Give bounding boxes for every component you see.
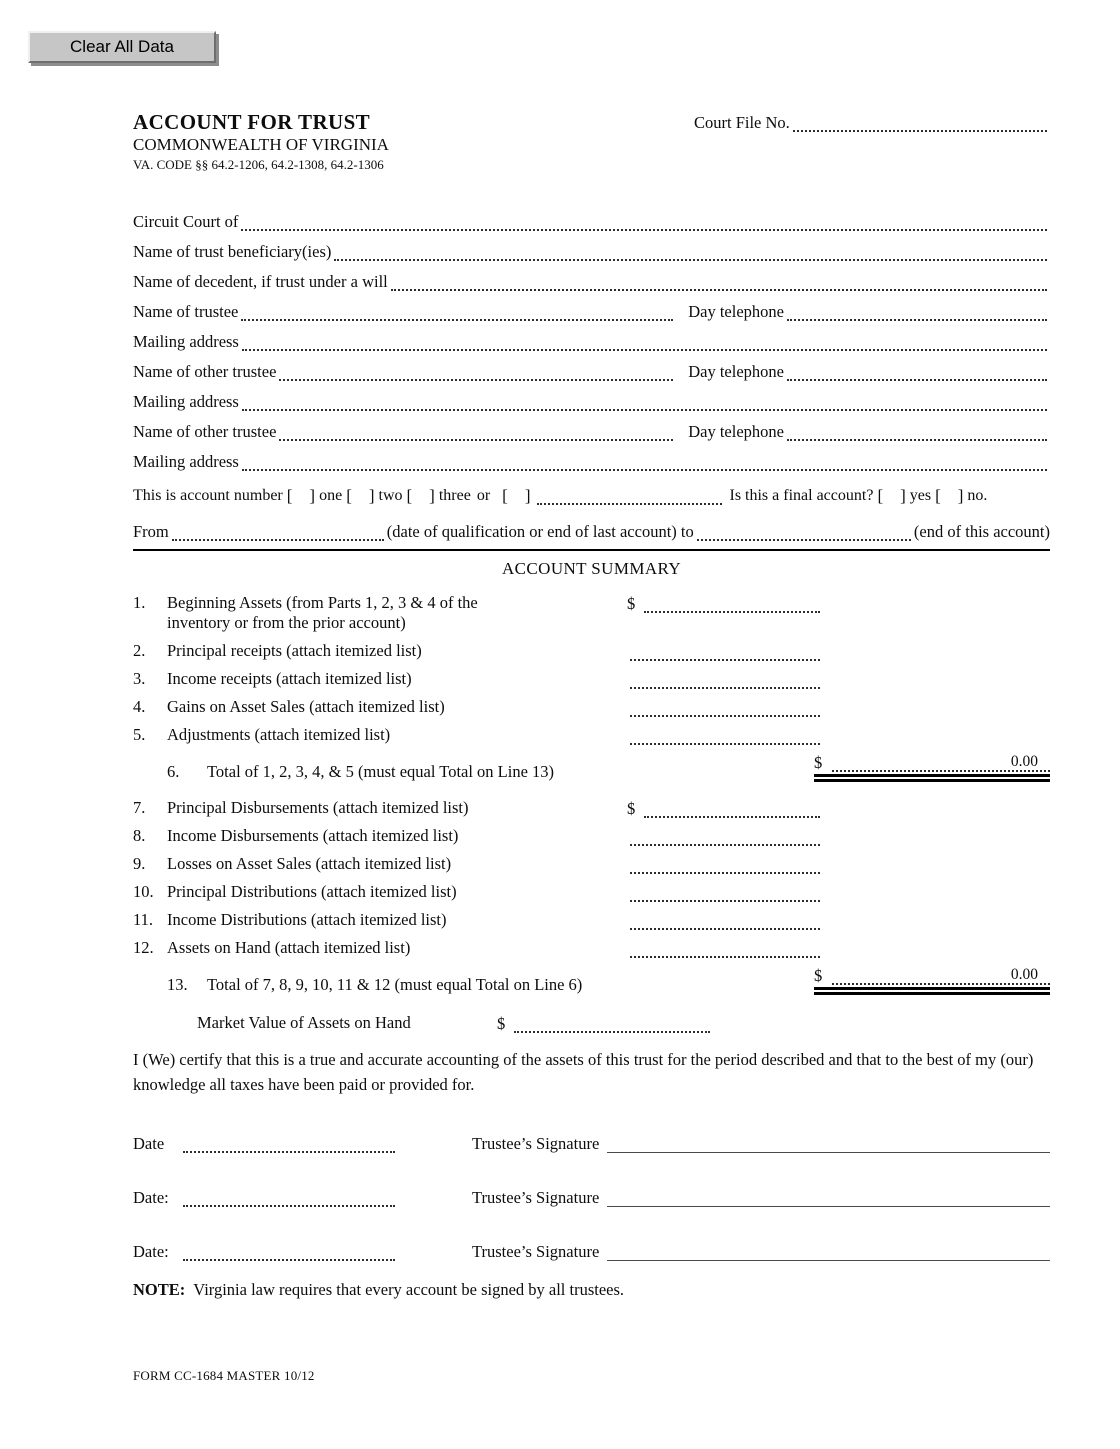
market-value-row bbox=[133, 1011, 1050, 1033]
mailing-3-input[interactable] bbox=[242, 465, 1047, 471]
form-code-citation: VA. CODE §§ 64.2-1206, 64.2-1308, 64.2-1306 bbox=[133, 157, 384, 172]
line-13-label: Total of 7, 8, 9, 10, 11 & 12 (must equal Total on Line 6) bbox=[207, 975, 583, 994]
note-text: Virginia law requires that every account be signed by all trustees. bbox=[193, 1280, 625, 1299]
trustee-3-telephone-input[interactable] bbox=[787, 435, 1047, 441]
summary-row-13 bbox=[133, 966, 1050, 995]
final-yes-checkbox[interactable]: [ ] bbox=[877, 486, 906, 505]
account-one-label: one bbox=[319, 487, 343, 504]
mailing-1-label: Mailing address bbox=[133, 332, 239, 351]
date-2-label: Date: bbox=[133, 1188, 169, 1207]
line-4-amount-input[interactable] bbox=[630, 711, 820, 717]
trustee-1-label: Name of trustee bbox=[133, 302, 239, 321]
line-9-amount bbox=[627, 854, 823, 874]
summary-row-10 bbox=[133, 882, 1050, 902]
line-11-amount bbox=[627, 910, 823, 930]
trustee-3-row bbox=[133, 411, 1050, 441]
beneficiary-label: Name of trust beneficiary(ies) bbox=[133, 242, 332, 261]
beneficiary-input[interactable] bbox=[334, 255, 1047, 261]
final-no-label: no. bbox=[967, 487, 988, 504]
line-13-total-value: 0.00 bbox=[1010, 966, 1038, 983]
line-12-label: Assets on Hand (attach itemized list) bbox=[167, 938, 411, 957]
line-9-amount-input[interactable] bbox=[630, 868, 820, 874]
line-12-amount bbox=[627, 938, 823, 958]
summary-row-7 bbox=[133, 798, 1050, 818]
account-or-label: or bbox=[476, 487, 491, 504]
mailing-2-row bbox=[133, 381, 1050, 411]
line-10-label: Principal Distributions (attach itemized list) bbox=[167, 882, 457, 901]
trustee-signature-2-label: Trustee’s Signature bbox=[472, 1188, 600, 1207]
dollar-sign: $ bbox=[814, 966, 823, 985]
signature-row-3 bbox=[133, 1225, 1050, 1261]
date-3-input[interactable] bbox=[183, 1255, 395, 1261]
mailing-1-row bbox=[133, 321, 1050, 351]
account-number-row bbox=[133, 471, 1050, 505]
dollar-sign: $ bbox=[814, 753, 823, 772]
line-3-number: 3. bbox=[133, 669, 146, 688]
line-5-label: Adjustments (attach itemized list) bbox=[167, 725, 391, 744]
mailing-2-label: Mailing address bbox=[133, 392, 239, 411]
line-12-number: 12. bbox=[133, 938, 154, 957]
trustee-signature-1-label: Trustee’s Signature bbox=[472, 1134, 600, 1153]
summary-row-6 bbox=[133, 753, 1050, 782]
line-6-total bbox=[814, 753, 1050, 782]
trustee-1-telephone-input[interactable] bbox=[787, 315, 1047, 321]
mailing-3-row bbox=[133, 441, 1050, 471]
date-1-input[interactable] bbox=[183, 1147, 395, 1153]
line-12-amount-input[interactable] bbox=[630, 952, 820, 958]
line-4-label: Gains on Asset Sales (attach itemized list) bbox=[167, 697, 445, 716]
date-3-label: Date: bbox=[133, 1242, 169, 1261]
court-file-no-input[interactable] bbox=[793, 126, 1047, 132]
line-1-label: Beginning Assets (from Parts 1, 2, 3 & 4 of the inventory or from the prior account) bbox=[167, 593, 478, 632]
line-13-number: 13. bbox=[167, 975, 188, 994]
trustee-signature-1-line bbox=[607, 1148, 1050, 1153]
trustee-3-label: Name of other trustee bbox=[133, 422, 277, 441]
section-divider bbox=[133, 549, 1050, 551]
market-value-input[interactable] bbox=[514, 1027, 710, 1033]
account-other-checkbox[interactable]: [ ] bbox=[502, 486, 531, 505]
mailing-3-label: Mailing address bbox=[133, 452, 239, 471]
signature-row-1 bbox=[133, 1117, 1050, 1153]
period-start-date-input[interactable] bbox=[172, 535, 384, 541]
line-8-amount bbox=[627, 826, 823, 846]
line-8-number: 8. bbox=[133, 826, 146, 845]
trustee-signature-3-label: Trustee’s Signature bbox=[472, 1242, 600, 1261]
line-11-amount-input[interactable] bbox=[630, 924, 820, 930]
mailing-1-input[interactable] bbox=[242, 345, 1047, 351]
trustee-2-telephone-input[interactable] bbox=[787, 375, 1047, 381]
trustee-signature-2-line bbox=[607, 1202, 1050, 1207]
line-10-number: 10. bbox=[133, 882, 154, 901]
line-10-amount-input[interactable] bbox=[630, 896, 820, 902]
decedent-input[interactable] bbox=[391, 285, 1047, 291]
line-1-amount bbox=[627, 593, 823, 613]
line-4-amount bbox=[627, 697, 823, 717]
trustee-1-row bbox=[133, 291, 1050, 321]
date-1-label: Date bbox=[133, 1134, 165, 1153]
account-two-label: two bbox=[378, 487, 403, 504]
account-number-prefix: This is account number bbox=[133, 487, 283, 504]
mailing-2-input[interactable] bbox=[242, 405, 1047, 411]
dollar-sign: $ bbox=[627, 594, 636, 613]
account-summary-heading: ACCOUNT SUMMARY bbox=[501, 559, 682, 578]
line-1-amount-input[interactable] bbox=[644, 607, 820, 613]
line-6-total-value: 0.00 bbox=[1010, 753, 1038, 770]
line-2-number: 2. bbox=[133, 641, 146, 660]
line-7-amount bbox=[627, 798, 823, 818]
line-7-number: 7. bbox=[133, 798, 146, 817]
line-13-total-field bbox=[832, 966, 1050, 985]
line-6-double-rule bbox=[814, 774, 1050, 782]
line-6-total-field bbox=[832, 753, 1050, 772]
line-9-label: Losses on Asset Sales (attach itemized list) bbox=[167, 854, 452, 873]
market-value-label: Market Value of Assets on Hand bbox=[197, 1013, 411, 1032]
account-three-label: three bbox=[438, 487, 471, 504]
circuit-court-row bbox=[133, 201, 1050, 231]
line-2-label: Principal receipts (attach itemized list) bbox=[167, 641, 422, 660]
summary-row-1 bbox=[133, 593, 1050, 633]
circuit-court-input[interactable] bbox=[241, 225, 1047, 231]
signature-row-2 bbox=[133, 1171, 1050, 1207]
line-5-number: 5. bbox=[133, 725, 146, 744]
summary-row-5 bbox=[133, 725, 1050, 745]
summary-row-11 bbox=[133, 910, 1050, 930]
line-3-label: Income receipts (attach itemized list) bbox=[167, 669, 412, 688]
form-header bbox=[133, 110, 1050, 173]
trustee-3-telephone-label: Day telephone bbox=[688, 422, 784, 441]
note-label: NOTE: bbox=[133, 1280, 186, 1299]
dollar-sign: $ bbox=[497, 1014, 506, 1033]
account-three-checkbox[interactable]: [ ] bbox=[406, 486, 435, 505]
summary-row-12 bbox=[133, 938, 1050, 958]
summary-row-9 bbox=[133, 854, 1050, 874]
summary-row-4 bbox=[133, 697, 1050, 717]
period-end-date-input[interactable] bbox=[697, 535, 911, 541]
line-13-total bbox=[814, 966, 1050, 995]
decedent-row bbox=[133, 261, 1050, 291]
summary-row-2 bbox=[133, 641, 1050, 661]
note-row bbox=[133, 1279, 1050, 1300]
final-yes-label: yes bbox=[909, 487, 932, 504]
certification-paragraph: I (We) certify that this is a true and accurate accounting of the assets of this trust for the period described and that to the best of my (our) knowledge all taxes have been paid or provided for. bbox=[133, 1050, 1034, 1094]
dollar-sign: $ bbox=[627, 799, 636, 818]
final-account-question: Is this a final account? bbox=[729, 487, 874, 504]
line-8-label: Income Disbursements (attach itemized list) bbox=[167, 826, 459, 845]
trustee-1-telephone-label: Day telephone bbox=[688, 302, 784, 321]
period-mid-label: (date of qualification or end of last account) to bbox=[386, 522, 694, 541]
trustee-1-name-input[interactable] bbox=[241, 315, 673, 321]
line-8-amount-input[interactable] bbox=[630, 840, 820, 846]
line-10-amount bbox=[627, 882, 823, 902]
decedent-label: Name of decedent, if trust under a will bbox=[133, 272, 388, 291]
line-6-label: Total of 1, 2, 3, 4, & 5 (must equal Total on Line 13) bbox=[207, 762, 555, 781]
trustee-2-label: Name of other trustee bbox=[133, 362, 277, 381]
trustee-2-name-input[interactable] bbox=[279, 375, 673, 381]
court-file-label: Court File No. bbox=[694, 113, 790, 132]
line-11-number: 11. bbox=[133, 910, 154, 929]
final-no-checkbox[interactable]: [ ] bbox=[935, 486, 964, 505]
line-2-amount-input[interactable] bbox=[630, 655, 820, 661]
period-end-label: (end of this account) bbox=[913, 522, 1050, 541]
date-2-input[interactable] bbox=[183, 1201, 395, 1207]
line-1-number: 1. bbox=[133, 593, 146, 612]
line-3-amount-input[interactable] bbox=[630, 683, 820, 689]
account-number-other-input[interactable] bbox=[537, 499, 722, 505]
form-subtitle: COMMONWEALTH OF VIRGINIA bbox=[133, 135, 389, 154]
trustee-2-row bbox=[133, 351, 1050, 381]
line-11-label: Income Distributions (attach itemized list) bbox=[167, 910, 447, 929]
clear-all-data-button[interactable]: Clear All Data bbox=[28, 31, 216, 63]
line-7-label: Principal Disbursements (attach itemized list) bbox=[167, 798, 469, 817]
line-3-amount bbox=[627, 669, 823, 689]
summary-row-3 bbox=[133, 669, 1050, 689]
line-4-number: 4. bbox=[133, 697, 146, 716]
line-5-amount-input[interactable] bbox=[630, 739, 820, 745]
line-6-number: 6. bbox=[167, 762, 180, 781]
account-two-checkbox[interactable]: [ ] bbox=[346, 486, 375, 505]
line-7-amount-input[interactable] bbox=[644, 812, 820, 818]
trustee-2-telephone-label: Day telephone bbox=[688, 362, 784, 381]
line-13-double-rule bbox=[814, 987, 1050, 995]
accounting-period-row bbox=[133, 505, 1050, 541]
title-block bbox=[133, 110, 389, 173]
trustee-3-name-input[interactable] bbox=[279, 435, 673, 441]
beneficiary-row bbox=[133, 231, 1050, 261]
trustee-signature-3-line bbox=[607, 1256, 1050, 1261]
summary-row-8 bbox=[133, 826, 1050, 846]
court-file-row bbox=[694, 113, 1050, 132]
trust-account-form bbox=[133, 110, 1050, 1300]
account-one-checkbox[interactable]: [ ] bbox=[286, 486, 316, 505]
form-number-footer: FORM CC-1684 MASTER 10/12 bbox=[133, 1368, 315, 1383]
line-5-amount bbox=[627, 725, 823, 745]
from-label: From bbox=[133, 522, 169, 541]
line-9-number: 9. bbox=[133, 854, 146, 873]
line-2-amount bbox=[627, 641, 823, 661]
circuit-court-label: Circuit Court of bbox=[133, 212, 239, 231]
form-title: ACCOUNT FOR TRUST bbox=[133, 110, 371, 134]
